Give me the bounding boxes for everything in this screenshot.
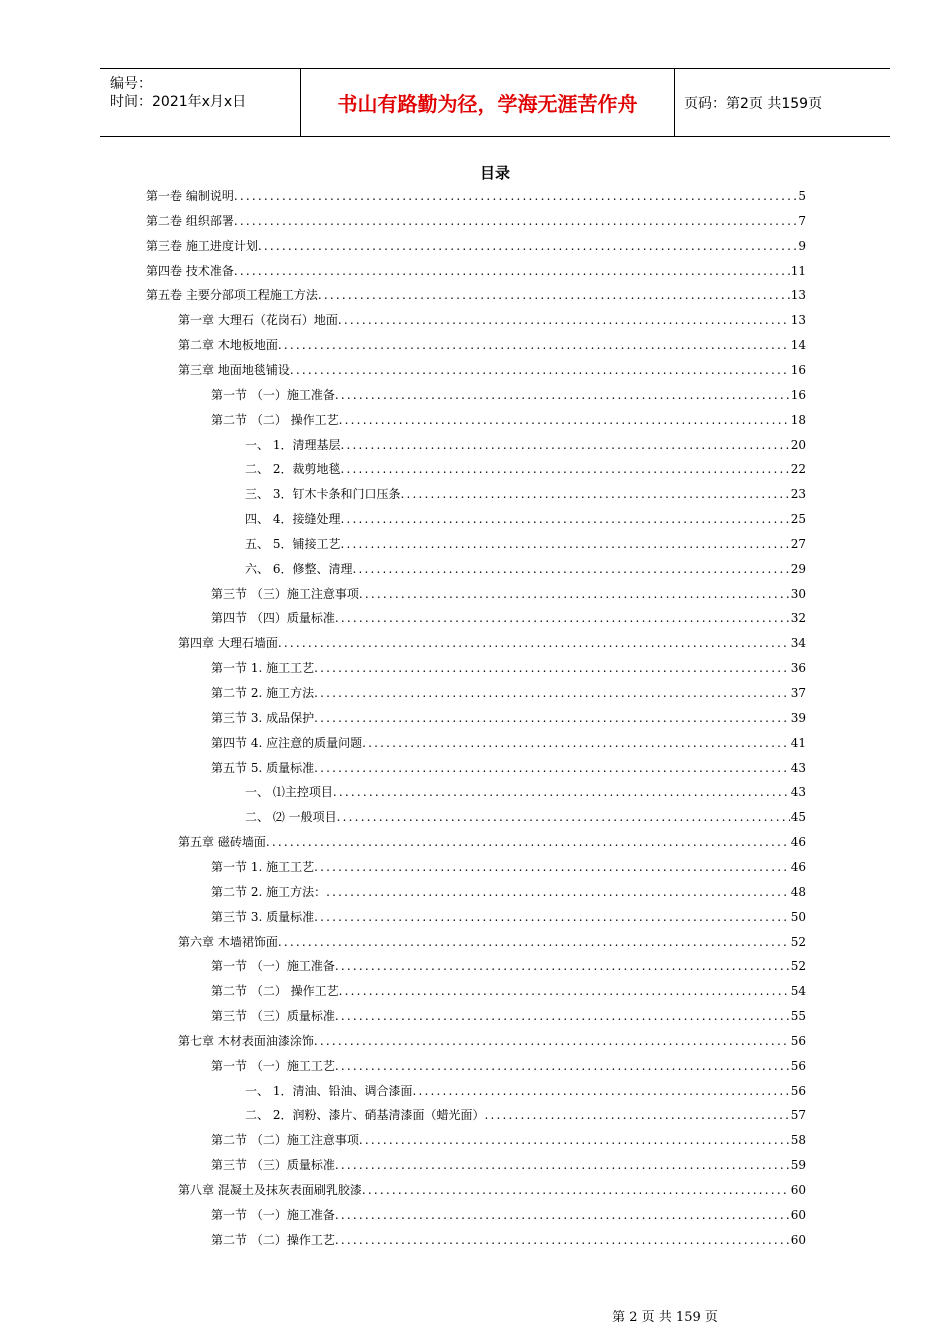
toc-entry-title: 二、 2．润粉、漆片、硝基清漆面（蜡光面） [245,1108,485,1123]
toc-entry-leader [335,1009,790,1023]
toc-entry-leader [337,810,790,824]
toc-entry-title: 第八章 混凝土及抹灰表面刷乳胶漆 [178,1183,362,1197]
toc-entry[interactable] [211,411,806,431]
header-motto: 书山有路勤为径，学海无涯苦作舟 [301,69,675,136]
toc-entry[interactable] [245,485,806,505]
toc-entry-page: 56 [790,1033,806,1048]
toc-entry-title: 第三节 3. 成品保护 [211,710,315,725]
toc-entry[interactable] [245,1106,806,1126]
toc-entry-leader [362,1183,790,1197]
toc-entry-leader [314,686,790,700]
toc-entry-title: 六、 6．修整、清理 [245,561,353,576]
toc-entry-page: 60 [790,1207,806,1222]
toc-entry-leader [340,537,789,551]
toc-entry[interactable] [146,212,806,232]
toc-entry-page: 57 [790,1108,806,1123]
toc-entry-page: 13 [790,313,806,328]
toc-entry-page: 29 [790,561,806,576]
toc-entry[interactable] [211,684,806,704]
toc-entry-page: 56 [790,1058,806,1073]
toc-entry-title: 第三节 3. 质量标准 [211,909,315,924]
toc-entry-title: 第三章 地面地毯铺设 [178,362,290,377]
toc-entry-page: 16 [790,387,806,402]
toc-entry-title: 第二节 （二） 操作工艺 [211,984,339,999]
toc-entry-page: 58 [790,1133,806,1148]
toc-entry-page: 43 [790,760,806,775]
toc-entry-title: 第四卷 技术准备 [146,263,234,278]
toc-entry-page: 46 [790,835,806,850]
toc-entry[interactable] [245,808,806,828]
toc-entry-page: 59 [790,1158,806,1173]
toc-entry[interactable] [245,510,806,530]
toc-entry[interactable] [211,734,806,754]
toc-entry[interactable] [245,535,806,555]
toc-entry[interactable] [178,311,806,331]
toc-entry[interactable] [211,759,806,779]
toc-entry[interactable] [211,1206,806,1226]
toc-entry-title: 第二节 （二）施工注意事项 [211,1133,359,1148]
toc-entry-page: 56 [790,1083,806,1098]
toc-entry[interactable] [211,982,806,1002]
toc-entry-title: 第四章 大理石墙面 [178,636,278,651]
header-code-label: 编号： [110,76,152,92]
toc-entry-leader [362,736,790,750]
toc-entry-page: 18 [790,412,806,427]
toc-entry-page: 32 [790,611,806,626]
toc-entry-leader [314,1034,790,1048]
toc-entry-leader [352,562,789,576]
toc-entry-leader [335,959,790,973]
header-meta-cell [100,69,301,136]
toc-entry-page: 25 [790,512,806,527]
toc-entry-page: 16 [790,362,806,377]
toc-entry-title: 第一节 （一）施工准备 [211,959,335,974]
toc-entry-title: 第三节 （三）施工注意事项 [211,586,359,601]
toc-entry-page: 22 [790,462,806,477]
toc-entry-leader [234,264,790,278]
toc-entry-leader [335,1059,790,1073]
toc-entry-title: 第二章 木地板地面 [178,338,278,353]
toc-entry-leader [340,462,789,476]
toc-entry-leader [339,984,790,998]
toc-entry-title: 一、 1．清油、铅油、调合漆面 [245,1083,413,1098]
toc-entry[interactable] [211,1131,806,1151]
toc-entry-page: 14 [790,338,806,353]
toc-entry-leader [314,910,790,924]
toc-entry-leader [400,487,789,501]
toc-entry[interactable] [178,933,806,953]
toc-entry-title: 第一节 1. 施工工艺 [211,661,315,676]
toc-entry-title: 第四节 （四）质量标准 [211,611,335,626]
toc-entry[interactable] [211,1057,806,1077]
toc-entry-page: 20 [790,437,806,452]
toc-entry-leader [335,611,790,625]
page-header [100,68,890,137]
toc-entry[interactable] [178,634,806,654]
toc-entry[interactable] [211,386,806,406]
toc-entry[interactable] [146,262,806,282]
toc-entry-leader [314,761,790,775]
toc-entry-leader [335,388,790,402]
toc-entry-title: 第三卷 施工进度计划 [146,238,258,253]
toc-entry-title: 一、 ⑴主控项目 [245,785,333,800]
toc-entry-title: 五、 5．铺接工艺 [245,536,341,551]
toc-entry[interactable] [211,585,806,605]
toc-entry[interactable] [211,908,806,928]
toc-entry-leader [340,438,789,452]
toc-entry-page: 30 [790,586,806,601]
toc-entry-title: 第四节 4. 应注意的质量问题 [211,735,363,750]
toc-entry-leader [359,587,790,601]
toc-entry-title: 三、 3．钉木卡条和门口压条 [245,487,401,502]
toc-entry-page: 34 [790,636,806,651]
toc-entry-page: 13 [790,288,806,303]
toc-entry[interactable] [211,858,806,878]
toc-title: 目录 [479,164,510,182]
toc-entry[interactable] [211,1231,806,1251]
toc-entry-page: 52 [790,934,806,949]
toc-entry-title: 第一节 1. 施工工艺 [211,859,315,874]
toc-entry[interactable] [245,560,806,580]
toc-entry-title: 第二节 2. 施工方法： [211,884,327,899]
toc-entry-leader [338,313,790,327]
header-page-info: 页码：第2页 共159页 [684,95,823,112]
toc-entry-title: 二、 2．裁剪地毯 [245,462,341,477]
toc-entry[interactable] [211,709,806,729]
toc-entry-title: 第五章 磁砖墙面 [178,835,266,850]
toc-entry-leader [335,1233,790,1247]
toc-entry-title: 四、 4．接缝处理 [245,512,341,527]
toc-entry[interactable] [245,783,806,803]
toc-entry-title: 第五节 5. 质量标准 [211,760,315,775]
toc-entry-leader [484,1108,789,1122]
toc-entry-leader [412,1084,789,1098]
toc-entry[interactable] [178,1181,806,1201]
toc-entry-leader [318,288,790,302]
toc-entry-leader [359,1133,790,1147]
toc-entry-page: 27 [790,536,806,551]
toc-entry-page: 55 [790,1009,806,1024]
toc-entry-page: 45 [790,810,806,825]
toc-entry-title: 第七章 木材表面油漆涂饰 [178,1033,314,1048]
toc-entry-page: 7 [798,213,806,228]
toc-entry[interactable] [178,1032,806,1052]
header-time-label: 时间：2021年x月x日 [110,94,247,110]
toc-entry-title: 第一节 （一）施工准备 [211,387,335,402]
toc-entry-page: 46 [790,859,806,874]
toc-entry[interactable] [211,1007,806,1027]
toc-entry-title: 第三节 （三）质量标准 [211,1158,335,1173]
toc-entry-page: 52 [790,959,806,974]
toc-entry-leader [266,835,790,849]
toc-entry-title: 第一章 大理石（花岗石）地面 [178,313,338,328]
toc-entry-page: 37 [790,686,806,700]
toc-entry-leader [335,1158,790,1172]
toc-entry-leader [333,785,790,799]
toc-entry-page: 36 [790,661,806,676]
toc-entry-title: 一、 1．清理基层 [245,437,341,452]
toc-entry-leader [340,512,789,526]
toc-entry[interactable] [211,883,806,903]
toc-entry[interactable] [146,187,806,207]
toc-entry[interactable] [245,1082,806,1102]
toc-entry-leader [290,363,790,377]
toc-entry-title: 第三节 （三）质量标准 [211,1009,335,1024]
toc-entry-title: 第二节 （二）操作工艺 [211,1232,335,1247]
toc-entry-title: 第一卷 编制说明 [146,189,234,203]
toc-entry-page: 39 [790,710,806,725]
toc-entry-leader [278,935,790,949]
toc-entry-title: 第二节 （二） 操作工艺 [211,412,339,427]
toc-entry[interactable] [178,361,806,381]
toc-entry[interactable] [211,609,806,629]
toc-entry-title: 第一节 （一）施工准备 [211,1207,335,1222]
toc-entry[interactable] [245,436,806,456]
toc-entry[interactable] [146,237,806,257]
toc-entry[interactable] [211,659,806,679]
toc-entry-page: 48 [790,884,806,899]
toc-entry-leader [339,413,790,427]
toc-entry-title: 第六章 木墙裙饰面 [178,934,278,949]
toc-entry-leader [335,1208,790,1222]
toc-entry-page: 54 [790,984,806,999]
toc-entry-leader [278,338,790,352]
toc-entry-title: 第二节 2. 施工方法 [211,686,315,700]
toc-entry-leader [314,860,790,874]
toc-entry-page: 50 [790,909,806,924]
toc-entry-page: 11 [790,263,806,278]
toc-entry-page: 43 [790,785,806,800]
toc-entry-page: 60 [790,1232,806,1247]
toc-entry-leader [326,885,790,899]
toc-entry-leader [278,636,790,650]
toc-entry-title: 二、 ⑵ 一般项目 [245,810,337,825]
toc-entry-leader [258,239,798,253]
toc-entry[interactable] [178,833,806,853]
toc-entry-title: 第五卷 主要分部项工程施工方法 [146,288,318,303]
toc-entry[interactable] [146,286,806,306]
toc-entry-leader [234,214,798,228]
toc-entry[interactable] [211,1156,806,1176]
toc-entry[interactable] [211,957,806,977]
toc-entry-page: 60 [790,1183,806,1197]
toc-entry-page: 5 [798,189,806,203]
toc-entry-leader [234,189,798,203]
toc-entry[interactable] [245,460,806,480]
toc-entry-leader [314,711,790,725]
toc-entry-page: 23 [790,487,806,502]
toc-entry-title: 第二卷 组织部署 [146,213,234,228]
toc-entry-title: 第一节 （一）施工工艺 [211,1058,335,1073]
toc-entry-page: 9 [798,238,806,253]
page-footer: 第 2 页 共 159 页 [612,1310,718,1325]
toc-entry-leader [314,661,790,675]
toc-entry-page: 41 [790,735,806,750]
toc-entry[interactable] [178,336,806,356]
